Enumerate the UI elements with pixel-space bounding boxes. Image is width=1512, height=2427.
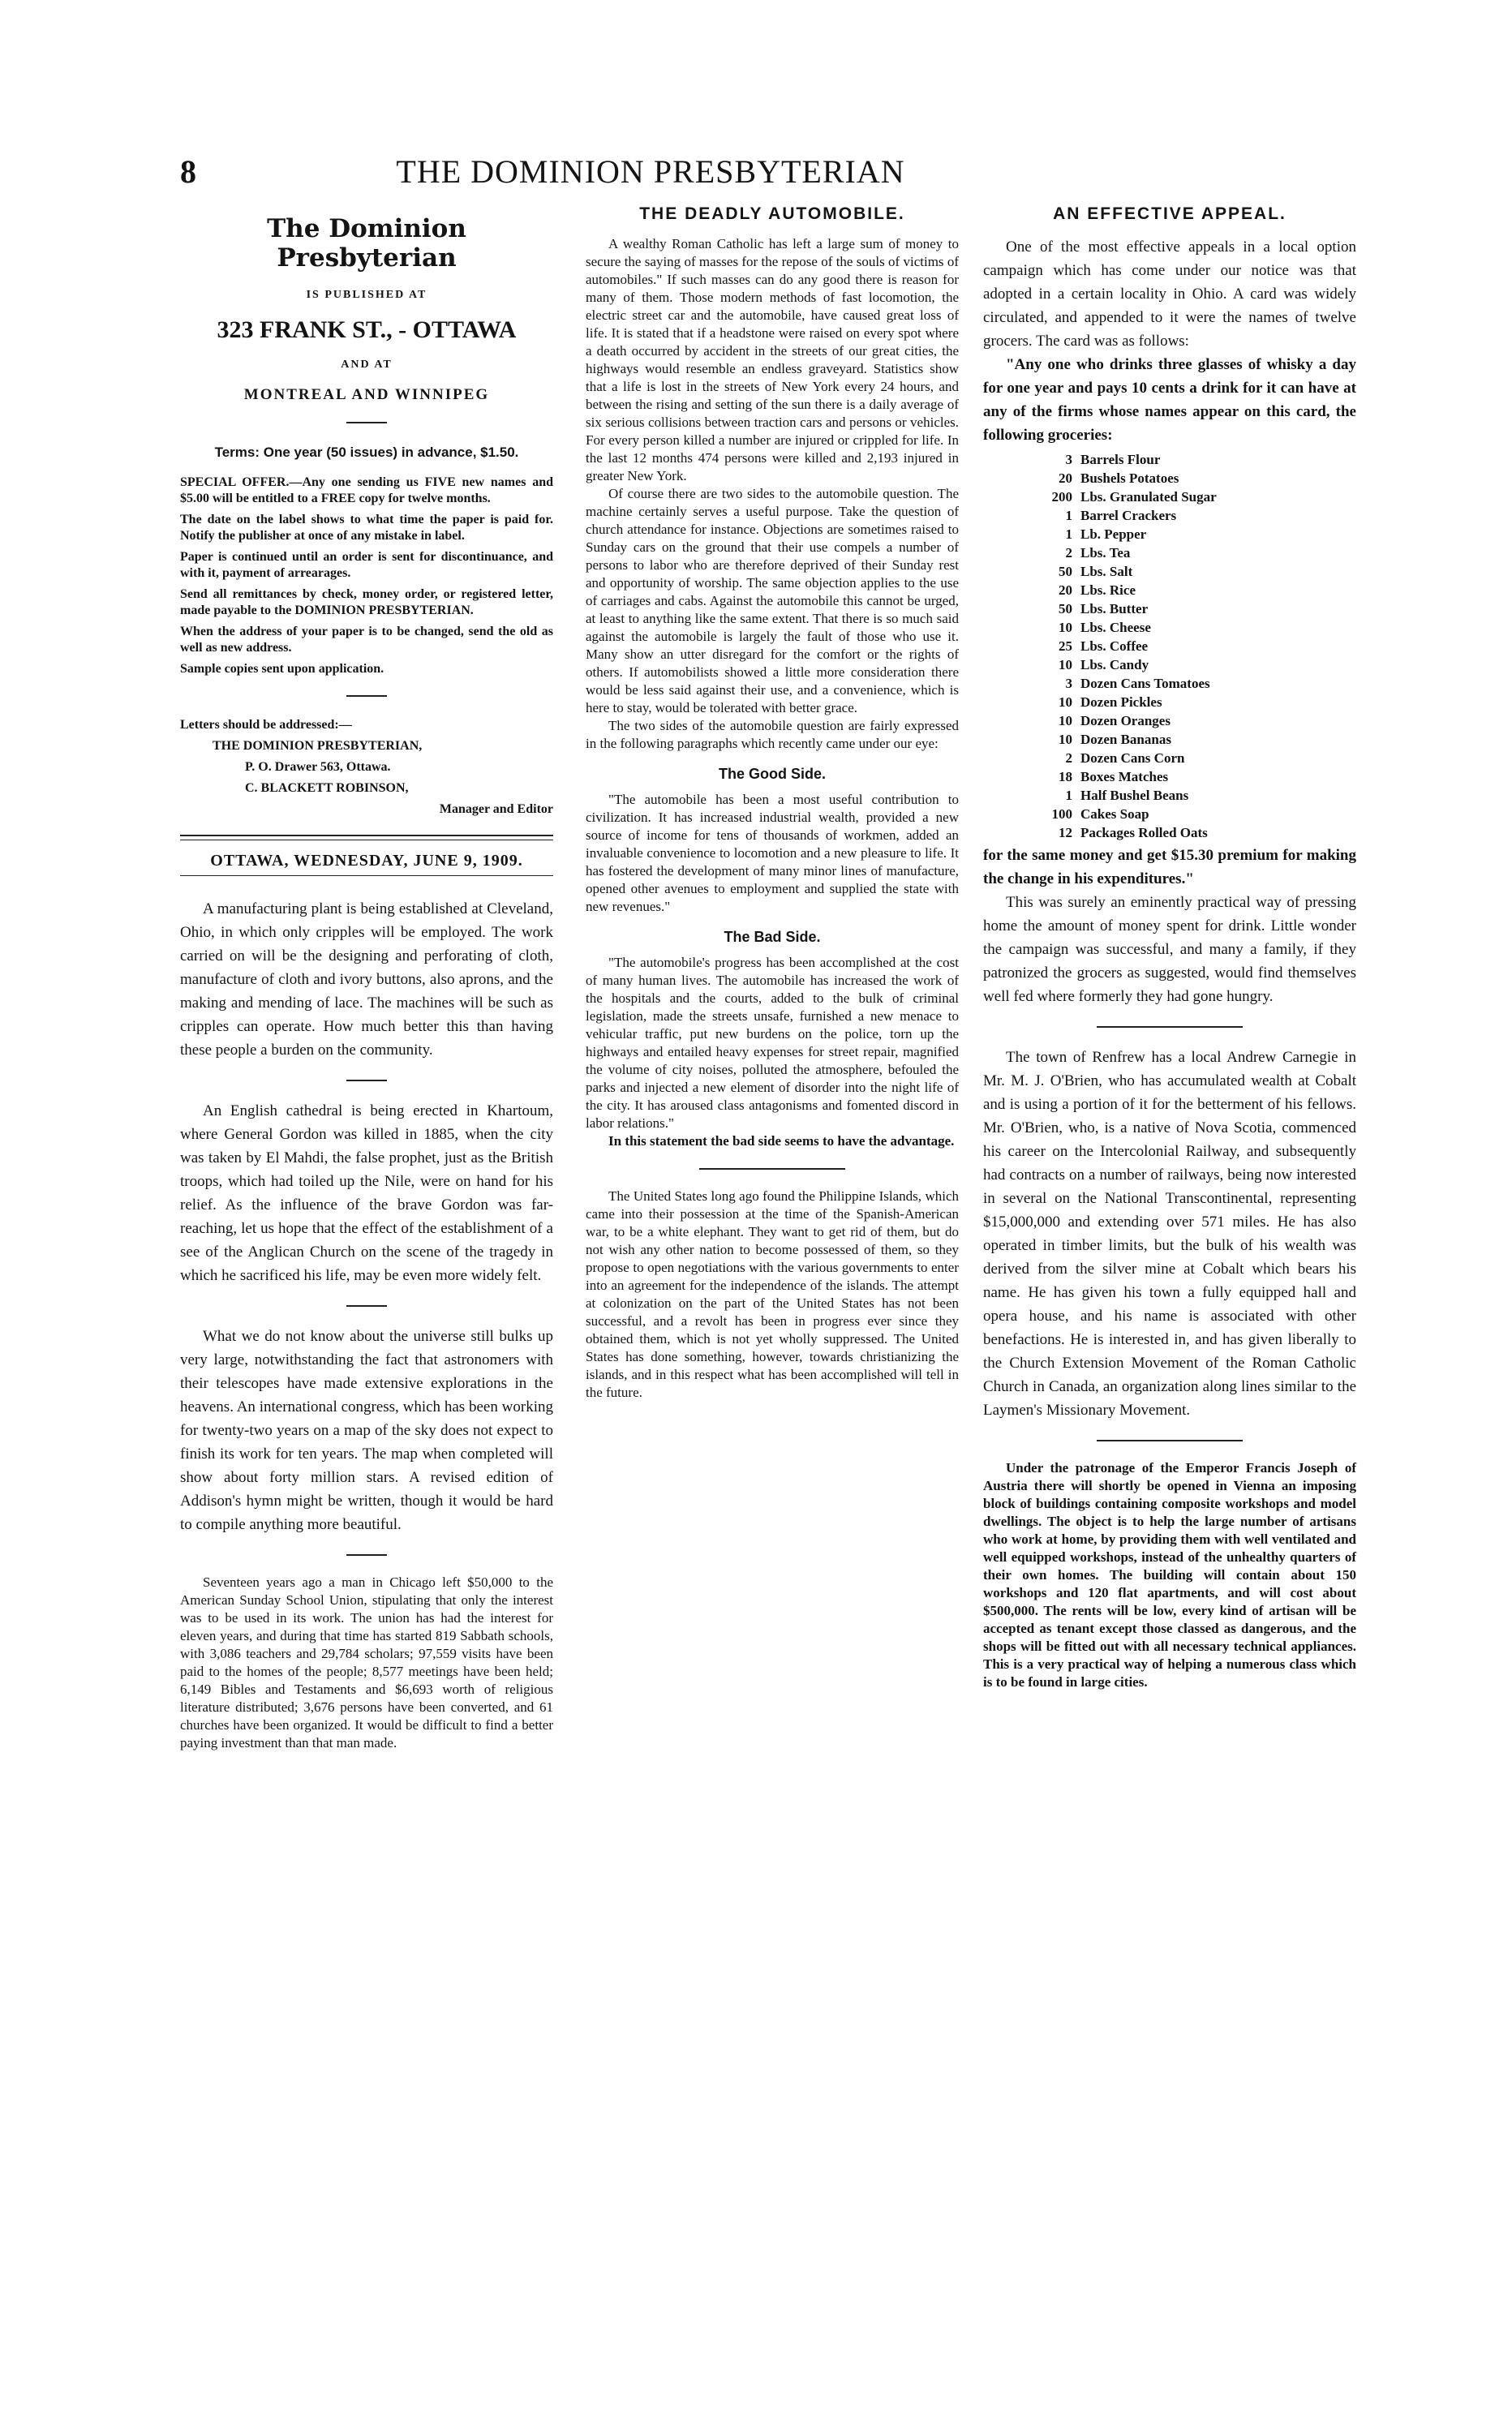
article-title-appeal: AN EFFECTIVE APPEAL. [1053, 204, 1286, 223]
appeal-intro: One of the most effective appeals in a local option campaign which has come under our notice was that adopted in a certain locality in Ohio. A card was widely circulated, and appended to it were the names of twelve grocers. The card was as follows: [983, 238, 1356, 350]
column-right [983, 203, 1356, 1691]
subhead-bad-side: The Bad Side. [724, 929, 821, 945]
grocery-item: Packages Rolled Oats [1080, 825, 1208, 840]
grocery-item: Dozen Oranges [1080, 713, 1171, 728]
divider [1097, 1440, 1243, 1441]
grocery-qty: 50 [1059, 564, 1072, 579]
subscription-terms: Terms: One year (50 issues) in advance, $1.50. [214, 445, 519, 460]
grocery-item: Dozen Pickles [1080, 694, 1162, 710]
item-renfrew: The town of Renfrew has a local Andrew Carnegie in Mr. M. J. O'Brien, who has accumulated wealth at Cobalt and is using a portion of it for the betterment of his fellows. Mr. O'Brien, who, is a native of Nova Scotia, commenced his career on the Intercolonial Railway, and subsequently had contracts on a number of railways, being now interested in several on the National Transcontinental, representing $15,000,000 and extending over 571 miles. He has also operated in timber limits, but the bulk of his wealth was derived from the silver mine at Cobalt which bears his name. He has given his town a fully equipped hall and opera house, and his name is associated with other benefactions. He is interested in, and has given liberally to the Church Extension Movement of the Roman Catholic Church in Canada, an organization along lines similar to the Laymen's Missionary Movement. [983, 1049, 1356, 1419]
grocery-list [1032, 450, 1356, 842]
grocery-item: Barrel Crackers [1080, 508, 1177, 523]
grocery-qty: 2 [1065, 545, 1072, 561]
grocery-qty: 25 [1059, 638, 1072, 654]
bad-side-quote: "The automobile's progress has been accomplished at the cost of many human lives. The automobile has increased the work of the hospitals and the courts, added to the bulk of criminal legislation, made the streets unsafe, furnished a new menace to vehicular traffic, put new burdens on the police, torn up the highways and entailed heavy expenses for street repair, magnified the volume of city noises, polluted the atmosphere, befouled the parks and injected a new element of disorder into the night life of the city. It has aroused class antagonisms and fomented discord in labor relations." [586, 955, 959, 1131]
list-item [1032, 655, 1356, 674]
grocery-item: Bushels Potatoes [1080, 470, 1179, 486]
grocery-qty: 10 [1059, 732, 1072, 747]
grocery-item: Lbs. Tea [1080, 545, 1131, 561]
grocery-item: Lbs. Salt [1080, 564, 1133, 579]
list-item [1032, 749, 1356, 767]
grocery-item: Lbs. Candy [1080, 657, 1149, 672]
list-item [1032, 581, 1356, 599]
automobile-paragraph: A wealthy Roman Catholic has left a large sum of money to secure the saying of masses for the repose of the souls of victims of automobiles." If such masses can do any good there is reason for many of them. Those modern methods of fast locomotion, the electric street car and the automobile, have caused great loss of life. It is stated that if a headstone were raised on every spot where a death occurred by accident in the streets of our great cities, the highways would resemble an endless graveyard. Statistics show that a life is lost in the streets of New York every 24 hours, and between the rising and setting of the sun there is a daily average of six serious collisions between traction cars and persons or vehicles. For every person killed a number are injured or crippled for life. In the last 12 months 474 persons were killed and 2,193 injured in greater New York. [586, 236, 959, 483]
list-item [1032, 562, 1356, 581]
grocery-item: Barrels Flour [1080, 452, 1161, 467]
publisher-address: 323 FRANK ST., - OTTAWA [217, 316, 517, 343]
list-item [1032, 786, 1356, 805]
grocery-qty: 1 [1065, 788, 1072, 803]
grocery-qty: 1 [1065, 526, 1072, 542]
list-item [1032, 543, 1356, 562]
grocery-qty: 100 [1051, 806, 1072, 822]
good-side-quote: "The automobile has been a most useful contribution to civilization. It has increased industrial wealth, provided a new source of income for tens of thousands of workmen, added an invaluable convenience to locomotion and a new pleasure to life. It has fostered the development of many minor lines of manufacture, opened other avenues to employment and supplied the state with new revenues." [586, 792, 959, 914]
list-item [1032, 599, 1356, 618]
divider [346, 422, 387, 423]
notice-sample-copies: Sample copies sent upon application. [180, 662, 384, 676]
item-sunday-school-union: Seventeen years ago a man in Chicago left $50,000 to the American Sunday School Union, stipulating that only the interest was to be used in its work. The union has had the interest for eleven years, and during that time has started 819 Sabbath schools, with 3,086 teachers and 29,784 scholars; 97,559 visits have been paid to the homes of the people; 8,577 meetings have been held; 6,149 Bibles and Testaments and $6,693 worth of religious literature distributed; 3,676 persons have been converted, and 61 churches have been organized. It would be difficult to find a better paying investment than that man made. [180, 1574, 553, 1750]
grocery-item: Boxes Matches [1080, 769, 1169, 784]
grocery-item: Dozen Cans Tomatoes [1080, 676, 1210, 691]
automobile-conclusion: In this statement the bad side seems to have the advantage. [608, 1133, 955, 1149]
divider [1097, 1026, 1243, 1028]
list-item [1032, 469, 1356, 488]
grocery-qty: 3 [1065, 452, 1072, 467]
grocery-qty: 10 [1059, 620, 1072, 635]
list-item [1032, 637, 1356, 655]
grocery-qty: 18 [1059, 769, 1072, 784]
notice-special-offer: SPECIAL OFFER.—Any one sending us FIVE new names and $5.00 will be entitled to a FREE copy for twelve months. [180, 475, 553, 505]
notice-address-change: When the address of your paper is to be changed, send the old as well as new address. [180, 625, 553, 655]
notice-continuance: Paper is continued until an order is sent for discontinuance, and with it, payment of arrearages. [180, 550, 553, 580]
masthead-name: The Dominion Presbyterian [267, 214, 466, 273]
automobile-paragraph: Of course there are two sides to the automobile question. The machine certainly serves a useful purpose. Take the question of church attendance for instance. Objections are sometimes raised to Sunday cars on the ground that their use compels a number of persons to labor who are therefore deprived of their Sunday rest and opportunity of worship. The same objection applies to the use of carriages and cabs. Against the automobile this cannot be urged, at least to anything like the same extent. That there is so much said against the automobile is largely the fault of those who use it. Many show an utter disregard for the comfort or the rights of others. If automobilists showed a little more consideration there would be less said against their use, and a convenience, which is here to stay, would be tolerated with better grace. [586, 486, 959, 715]
grocery-item: Lb. Pepper [1080, 526, 1147, 542]
page-number: 8 [180, 153, 196, 190]
grocery-item: Lbs. Cheese [1080, 620, 1151, 635]
divider [180, 835, 553, 840]
item-philippines: The United States long ago found the Philippine Islands, which came into their possession at the time of the Spanish-American war, to be a white elephant. They want to get rid of them, but do not wish any other nation to become possessed of them, so they propose to open negotiations with the various governments to enter into an agreement for the independence of the islands. The attempt at colonization on the part of the United States has not been successful, and a revolt has been in progress ever since they obtained them, which is not yet wholly suppressed. The United States has done something, however, towards christianizing the islands, and in this respect what has been accomplished will tell in the future. [586, 1188, 959, 1400]
list-item [1032, 767, 1356, 786]
article-title-automobile: THE DEADLY AUTOMOBILE. [639, 204, 905, 223]
list-item [1032, 693, 1356, 711]
divider [346, 1080, 387, 1081]
list-item [1032, 711, 1356, 730]
grocery-item: Lbs. Butter [1080, 601, 1149, 616]
divider [180, 875, 553, 876]
item-vienna-workshops: Under the patronage of the Emperor Francis Joseph of Austria there will shortly be opened in Vienna an imposing block of buildings containing composite workshops and model dwellings. The object is to help the large number of artisans who work at home, by providing them with well ventilated and well equipped workshops, instead of the unhealthy quarters of their own homes. The building will contain about 150 workshops and 120 flat apartments, and will cost about $500,000. The rents will be low, every kind of artisan will be accepted as tenant except those classed as dangerous, and the shops will be fitted out with all necessary technical appliances. This is a very practical way of helping a numerous class which is to be found in large cities. [983, 1460, 1356, 1690]
grocery-qty: 50 [1059, 601, 1072, 616]
divider [699, 1168, 845, 1170]
notice-label-date: The date on the label shows to what time the paper is paid for. Notify the publisher at once of any mistake in label. [180, 513, 553, 543]
grocery-qty: 20 [1059, 582, 1072, 598]
list-item [1032, 488, 1356, 506]
grocery-item: Dozen Cans Corn [1080, 750, 1185, 766]
grocery-item: Cakes Soap [1080, 806, 1149, 822]
editor-role: Manager and Editor [439, 802, 553, 816]
notice-remittances: Send all remittances by check, money order, or registered letter, made payable to the DOMINION PRESBYTERIAN. [180, 587, 553, 617]
appeal-quote-end: for the same money and get $15.30 premium for making the change in his expenditures." [983, 847, 1356, 887]
and-at-line: AND AT [341, 359, 393, 371]
grocery-qty: 10 [1059, 657, 1072, 672]
grocery-qty: 10 [1059, 694, 1072, 710]
grocery-item: Half Bushel Beans [1080, 788, 1189, 803]
item-khartoum-cathedral: An English cathedral is being erected in Khartoum, where General Gordon was killed in 1885, when the city was taken by El Mahdi, the false prophet, just as the British troops, which had toiled up the Nile, were on hand for his relief. As the influence of the brave Gordon was far-reaching, let us hope that the effect of the establishment of a see of the Anglican Church on the scene of the tragedy in which he sacrificed his life, may be even more widely felt. [180, 1102, 553, 1284]
grocery-item: Lbs. Coffee [1080, 638, 1149, 654]
grocery-qty: 12 [1059, 825, 1072, 840]
published-at-line: IS PUBLISHED AT [306, 289, 427, 301]
list-item [1032, 450, 1356, 469]
page-header [180, 146, 1121, 195]
list-item [1032, 618, 1356, 637]
list-item [1032, 674, 1356, 693]
grocery-qty: 10 [1059, 713, 1072, 728]
list-item [1032, 805, 1356, 823]
editor-name: C. BLACKETT ROBINSON, [245, 781, 409, 795]
list-item [1032, 823, 1356, 842]
branch-cities: MONTREAL AND WINNIPEG [243, 386, 490, 403]
appeal-closing: This was surely an eminently practical way of pressing home the amount of money spent for drink. Little wonder the campaign was successful, and many a family, if they patronized the grocers as suggested, would find themselves well fed where formerly they had gone hungry. [983, 894, 1356, 1005]
newspaper-page [123, 146, 1405, 2223]
divider [346, 695, 387, 697]
subhead-good-side: The Good Side. [718, 766, 826, 782]
correspondence-address [180, 715, 553, 820]
grocery-item: Lbs. Granulated Sugar [1080, 489, 1217, 505]
list-item [1032, 525, 1356, 543]
publication-title: THE DOMINION PRESBYTERIAN [396, 153, 905, 190]
grocery-qty: 3 [1065, 676, 1072, 691]
item-cleveland-plant: A manufacturing plant is being established at Cleveland, Ohio, in which only cripples will be employed. The work carried on will be the designing and perforating of cloth, manufacture of cloth and ivory buttons, also aprons, and the making and mending of lace. The machines will be such as cripples can operate. How much better this than having these people a burden on the community. [180, 900, 553, 1059]
drawer: P. O. Drawer 563, Ottawa. [245, 760, 391, 774]
grocery-item: Dozen Bananas [1080, 732, 1171, 747]
grocery-qty: 2 [1065, 750, 1072, 766]
divider [346, 1305, 387, 1307]
column-left [180, 203, 553, 1752]
grocery-qty: 20 [1059, 470, 1072, 486]
automobile-paragraph: The two sides of the automobile question are fairly expressed in the following paragraphs which recently came under our eye: [586, 718, 959, 751]
divider [346, 1554, 387, 1556]
list-item [1032, 506, 1356, 525]
grocery-qty: 1 [1065, 508, 1072, 523]
item-star-map: What we do not know about the universe still bulks up very large, notwithstanding the fact that astronomers with their telescopes have made extensive explorations in the heavens. An international congress, which has been working for twenty-two years on a map of the sky does not expect to finish its work for ten years. The map when completed will show about forty million stars. A revised edition of Addison's hymn might be written, though it would be hard to compile anything more beautiful. [180, 1328, 553, 1533]
list-item [1032, 730, 1356, 749]
dateline: OTTAWA, WEDNESDAY, JUNE 9, 1909. [210, 852, 523, 870]
letters-to: Letters should be addressed:— [180, 718, 352, 732]
grocery-item: Lbs. Rice [1080, 582, 1136, 598]
grocery-qty: 200 [1051, 489, 1072, 505]
addressee: THE DOMINION PRESBYTERIAN, [213, 739, 423, 753]
column-middle [586, 203, 959, 1402]
appeal-quote-lead: "Any one who drinks three glasses of whisky a day for one year and pays 10 cents a drink for it can have at any of the firms whose names appear on this card, the following groceries: [983, 356, 1356, 444]
